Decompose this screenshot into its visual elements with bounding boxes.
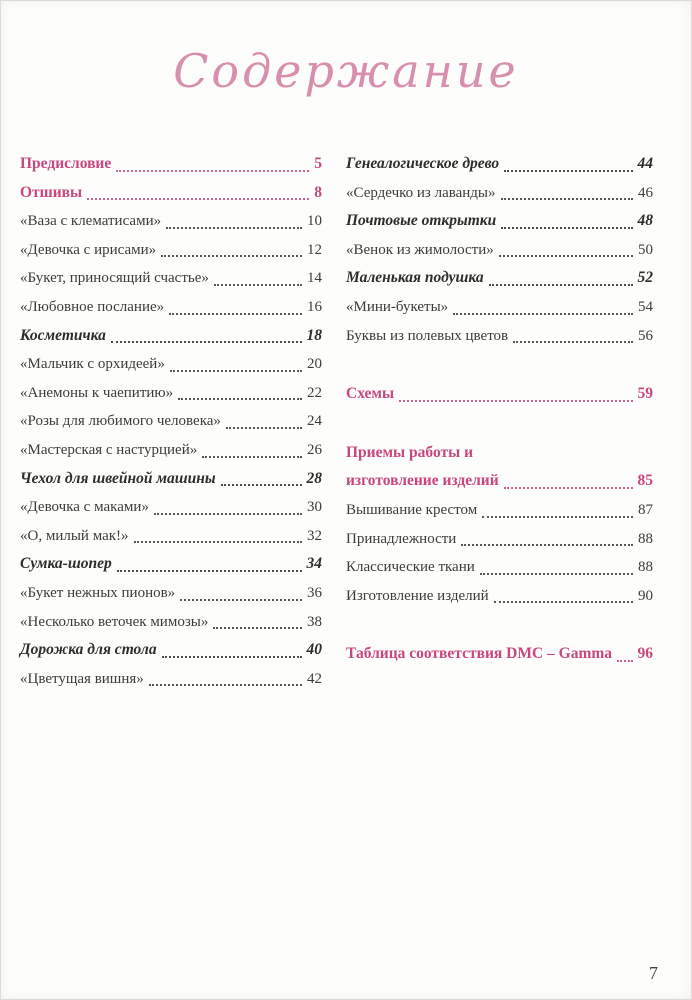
toc-entry-label: «Букет, приносящий счастье» <box>20 270 209 287</box>
toc-entry-page: 42 <box>307 670 322 687</box>
toc-entry-label: Принадлежности <box>346 530 457 547</box>
toc-entry-page: 50 <box>638 241 653 258</box>
toc-entry-page: 96 <box>637 645 653 663</box>
toc-dot-leader <box>170 350 302 379</box>
toc-entry-page: 22 <box>307 384 322 401</box>
toc-entry-page: 16 <box>307 298 322 315</box>
toc-entry-page: 54 <box>638 298 653 315</box>
toc-entry-page: 87 <box>638 501 653 518</box>
toc-entry <box>346 264 653 293</box>
toc-gap <box>346 409 653 439</box>
toc-dot-leader <box>116 150 309 179</box>
toc-dot-leader <box>513 322 633 351</box>
toc-entry-page: 14 <box>307 270 322 287</box>
toc-entry-page: 44 <box>637 155 653 172</box>
toc-entry-page: 10 <box>307 213 322 230</box>
page-title: Содержание <box>173 44 519 98</box>
toc-entry-page: 59 <box>637 385 653 403</box>
toc-entry-label: Таблица соответствия DMC – Gamma <box>346 645 613 663</box>
table-of-contents <box>0 98 692 693</box>
toc-entry <box>346 553 653 582</box>
toc-entry-page: 26 <box>307 441 322 458</box>
toc-entry-label: Классические ткани <box>346 559 475 576</box>
toc-right-column <box>346 150 653 693</box>
toc-dot-leader <box>399 380 632 409</box>
toc-entry-label: Почтовые открытки <box>346 212 497 230</box>
toc-entry-page: 8 <box>314 183 322 201</box>
toc-dot-leader <box>461 525 633 554</box>
toc-entry-page: 85 <box>637 472 653 490</box>
toc-dot-leader <box>213 608 302 637</box>
toc-entry <box>346 640 653 669</box>
toc-dot-leader <box>162 636 302 665</box>
toc-entry-label: Косметичка <box>20 326 106 344</box>
toc-entry-label: «О, милый мак!» <box>20 527 129 544</box>
toc-entry-page: 36 <box>307 584 322 601</box>
toc-entry <box>346 179 653 208</box>
toc-entry-label: Отшивы <box>20 183 83 201</box>
toc-entry-label: Маленькая подушка <box>346 269 484 287</box>
toc-entry <box>20 493 322 522</box>
toc-entry-label: «Мастерская с настурцией» <box>20 441 198 458</box>
toc-entry <box>20 350 322 379</box>
toc-entry-page: 24 <box>307 413 322 430</box>
toc-entry <box>346 293 653 322</box>
toc-entry-page: 12 <box>307 241 322 258</box>
toc-entry <box>20 608 322 637</box>
toc-entry-page: 38 <box>307 613 322 630</box>
toc-dot-leader <box>117 550 302 579</box>
toc-entry-page: 18 <box>306 326 322 344</box>
toc-entry <box>346 380 653 409</box>
toc-entry-label: Схемы <box>346 385 395 403</box>
toc-dot-leader <box>134 522 302 551</box>
toc-entry-page: 46 <box>638 184 653 201</box>
toc-dot-leader <box>226 407 302 436</box>
toc-entry-page: 20 <box>307 356 322 373</box>
toc-entry <box>346 439 653 468</box>
toc-entry-label: «Розы для любимого человека» <box>20 413 221 430</box>
toc-dot-leader <box>504 467 633 496</box>
toc-entry-page: 52 <box>637 269 653 287</box>
toc-entry <box>20 436 322 465</box>
toc-entry <box>20 236 322 265</box>
toc-dot-leader <box>111 322 302 351</box>
toc-entry <box>346 525 653 554</box>
toc-dot-leader <box>169 293 302 322</box>
toc-dot-leader <box>161 236 302 265</box>
toc-left-column <box>20 150 322 693</box>
toc-entry-label: «Девочка с маками» <box>20 499 149 516</box>
toc-entry <box>20 636 322 665</box>
toc-entry-page: 56 <box>638 327 653 344</box>
toc-entry-label: «Букет нежных пионов» <box>20 584 176 601</box>
toc-entry-label: Генеалогическое древо <box>346 155 500 172</box>
toc-dot-leader <box>87 179 309 208</box>
toc-entry <box>20 322 322 351</box>
toc-dot-leader <box>504 150 632 179</box>
toc-entry-page: 48 <box>637 212 653 230</box>
toc-dot-leader <box>221 465 302 494</box>
toc-dot-leader <box>166 207 302 236</box>
toc-entry-label: «Мальчик с орхидеей» <box>20 356 165 373</box>
toc-entry-label: Изготовление изделий <box>346 587 489 604</box>
toc-entry-label: Приемы работы и <box>346 443 474 461</box>
toc-entry-page: 34 <box>306 555 322 573</box>
toc-entry <box>346 496 653 525</box>
toc-entry-label: «Девочка с ирисами» <box>20 241 157 258</box>
toc-entry-label: «Цветущая вишня» <box>20 670 144 687</box>
toc-entry-page: 30 <box>307 499 322 516</box>
toc-entry-label: изготовление изделий <box>346 472 499 490</box>
toc-entry <box>20 407 322 436</box>
toc-entry <box>346 582 653 611</box>
toc-dot-leader <box>180 579 302 608</box>
folio-page-number: 7 <box>649 963 658 983</box>
toc-entry-label: «Ваза с клематисами» <box>20 213 162 230</box>
toc-entry <box>20 579 322 608</box>
toc-entry <box>20 264 322 293</box>
toc-entry <box>346 150 653 179</box>
toc-dot-leader <box>178 379 302 408</box>
toc-entry-label: Дорожка для стола <box>20 641 157 659</box>
toc-entry <box>20 550 322 579</box>
toc-entry-page: 88 <box>638 530 653 547</box>
toc-entry <box>20 179 322 208</box>
toc-entry-label: «Любовное послание» <box>20 298 165 315</box>
toc-dot-leader <box>482 496 633 525</box>
toc-dot-leader <box>617 640 632 669</box>
toc-entry-page: 32 <box>307 527 322 544</box>
toc-entry-label: «Анемоны к чаепитию» <box>20 384 174 401</box>
toc-entry <box>20 207 322 236</box>
toc-entry <box>346 467 653 496</box>
toc-entry-label: «Венок из жимолости» <box>346 241 494 258</box>
toc-entry-label: Буквы из полевых цветов <box>346 327 509 344</box>
toc-entry <box>20 665 322 694</box>
toc-entry-label: «Сердечко из лаванды» <box>346 184 496 201</box>
toc-entry-label: Предисловие <box>20 155 112 172</box>
toc-dot-leader <box>501 179 633 208</box>
toc-entry-page: 88 <box>638 559 653 576</box>
toc-dot-leader <box>501 207 632 236</box>
toc-entry-label: «Несколько веточек мимозы» <box>20 613 209 630</box>
toc-entry <box>20 379 322 408</box>
toc-entry <box>20 150 322 179</box>
toc-dot-leader <box>494 582 633 611</box>
toc-entry-page: 28 <box>306 469 322 487</box>
toc-dot-leader <box>214 264 302 293</box>
toc-dot-leader <box>202 436 302 465</box>
toc-dot-leader <box>149 665 302 694</box>
toc-dot-leader <box>480 553 633 582</box>
toc-dot-leader <box>489 264 633 293</box>
toc-entry-label: Вышивание крестом <box>346 501 478 518</box>
toc-entry <box>20 522 322 551</box>
toc-entry-label: Чехол для швейной машины <box>20 469 216 487</box>
toc-entry <box>346 207 653 236</box>
toc-entry-page: 40 <box>306 641 322 659</box>
toc-dot-leader <box>154 493 302 522</box>
toc-dot-leader <box>453 293 633 322</box>
toc-entry-label: «Мини-букеты» <box>346 298 449 315</box>
toc-entry <box>20 293 322 322</box>
toc-gap <box>346 610 653 640</box>
toc-entry <box>20 465 322 494</box>
toc-dot-leader <box>499 236 633 265</box>
toc-entry-page: 90 <box>638 587 653 604</box>
toc-entry-label: Сумка-шопер <box>20 555 112 573</box>
toc-entry <box>346 322 653 351</box>
toc-entry-page: 5 <box>314 155 322 172</box>
toc-gap <box>346 350 653 380</box>
toc-entry <box>346 236 653 265</box>
